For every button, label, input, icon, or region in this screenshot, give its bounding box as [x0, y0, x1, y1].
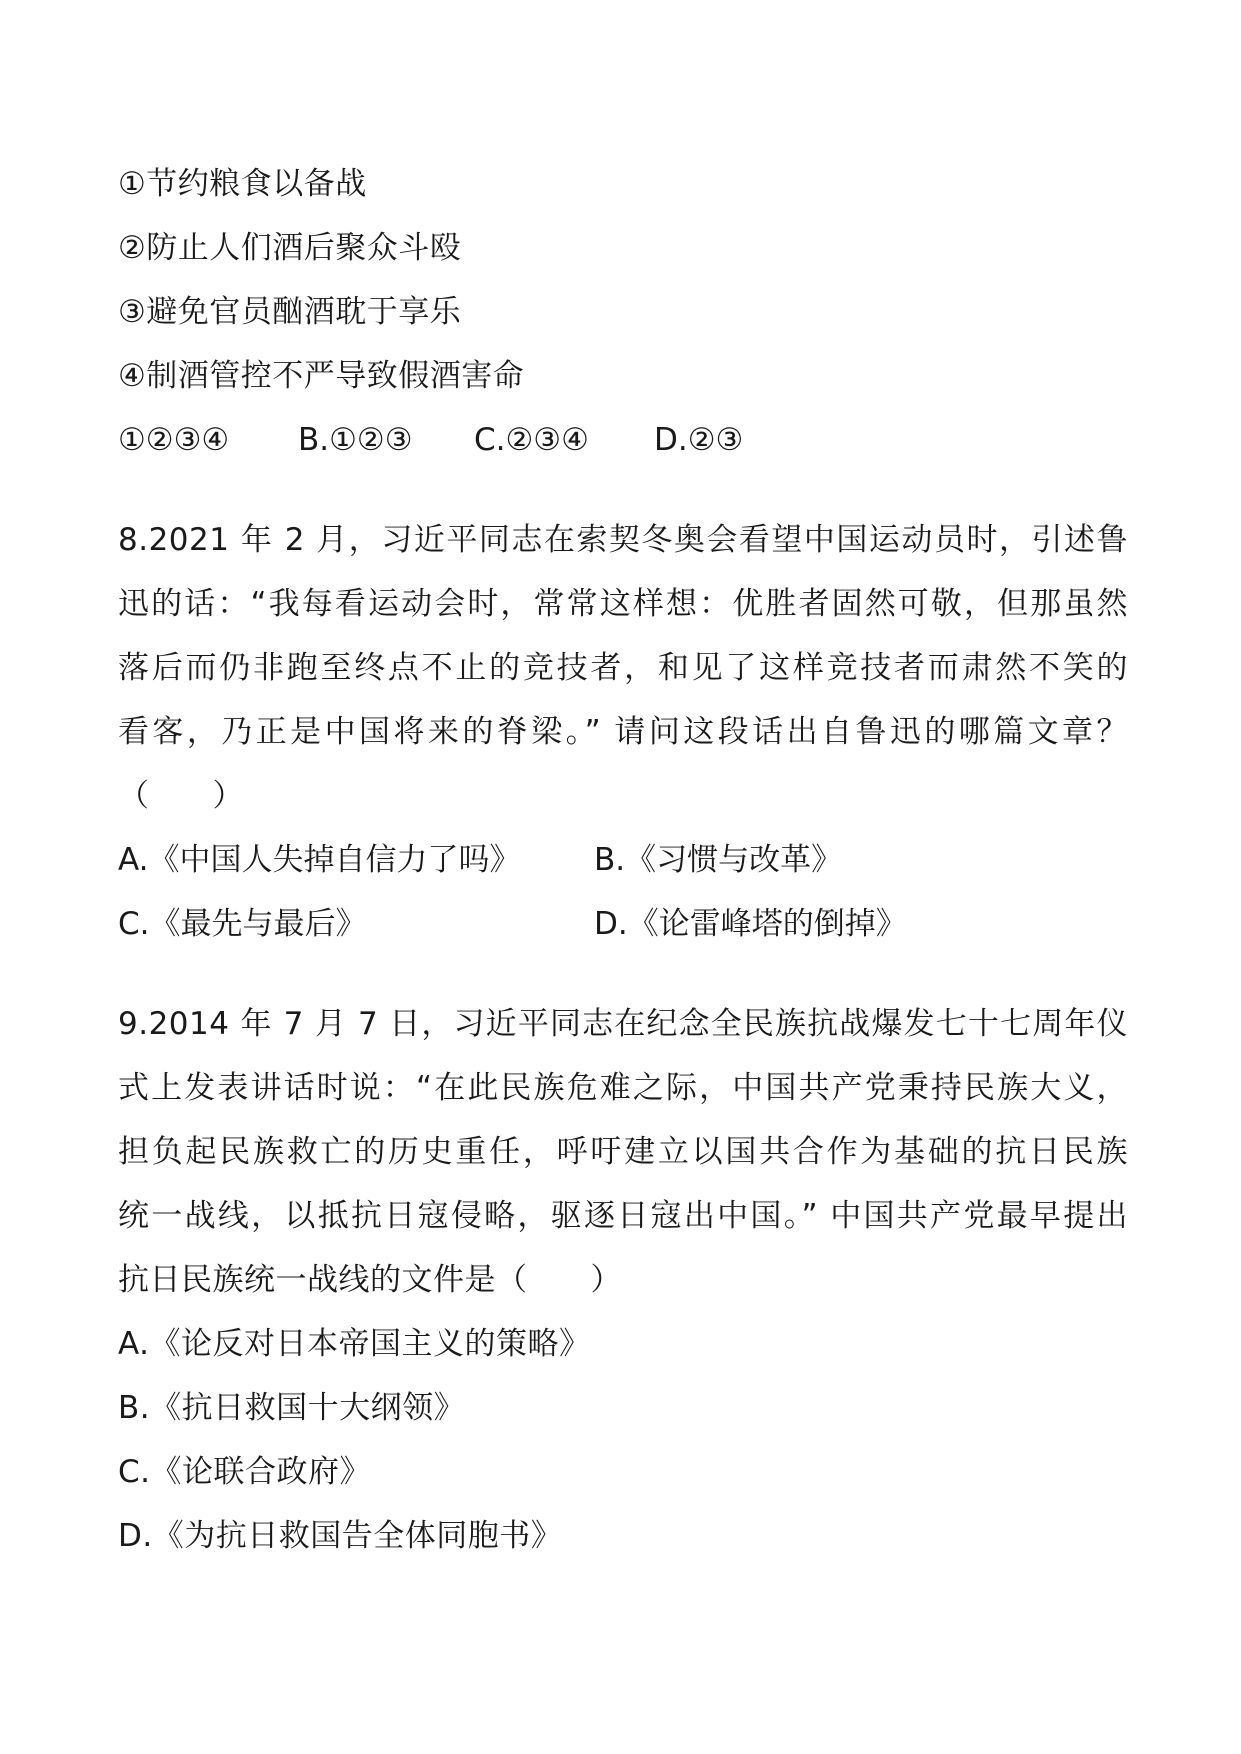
q9-stem-line-3: 担负起民族救亡的历史重任，呼吁建立以国共合作为基础的抗日民族 — [118, 1134, 1128, 1170]
q8-stem-line-2: 迅的话：“我每看运动会时，常常这样想：优胜者固然可敬，但那虽然 — [118, 586, 1128, 622]
q7-item-3: ③避免官员酗酒耽于享乐 — [118, 294, 462, 330]
q7-item-2: ②防止人们酒后聚众斗殴 — [118, 230, 462, 266]
q7-option-d: D.②③ — [654, 422, 744, 458]
q9-stem-line-5: 抗日民族统一战线的文件是（ ） — [118, 1262, 622, 1298]
q7-option-b: B.①②③ — [298, 422, 413, 458]
q9-option-a: A.《论反对日本帝国主义的策略》 — [118, 1326, 591, 1362]
q9-option-c: C.《论联合政府》 — [118, 1454, 371, 1490]
q8-option-c: C.《最先与最后》 — [118, 906, 367, 942]
q9-option-d: D.《为抗日救国告全体同胞书》 — [118, 1518, 563, 1554]
q8-option-d: D.《论雷峰塔的倒掉》 — [594, 906, 907, 942]
q8-answer-blank: （ ） — [118, 778, 244, 814]
q8-stem-line-1: 8.2021 年 2 月，习近平同志在索契冬奥会看望中国运动员时，引述鲁 — [118, 522, 1128, 558]
q8-option-a: A.《中国人失掉自信力了吗》 — [118, 842, 521, 878]
q9-stem-line-2: 式上发表讲话时说：“在此民族危难之际，中国共产党秉持民族大义， — [118, 1070, 1128, 1106]
q8-stem-line-4: 看客，乃正是中国将来的脊梁。” 请问这段话出自鲁迅的哪篇文章？ — [118, 714, 1128, 750]
q9-stem-line-1: 9.2014 年 7 月 7 日，习近平同志在纪念全民族抗战爆发七十七周年仪 — [118, 1006, 1128, 1042]
q9-stem-line-4: 统一战线，以抵抗日寇侵略，驱逐日寇出中国。” 中国共产党最早提出 — [118, 1198, 1128, 1234]
q7-option-c: C.②③④ — [474, 422, 589, 458]
q7-item-4: ④制酒管控不严导致假酒害命 — [118, 358, 525, 394]
q8-option-b: B.《习惯与改革》 — [594, 842, 843, 878]
q7-item-1: ①节约粮食以备战 — [118, 166, 367, 202]
q7-option-a: ①②③④ — [118, 422, 230, 458]
q9-option-b: B.《抗日救国十大纲领》 — [118, 1390, 466, 1426]
q8-stem-line-3: 落后而仍非跑至终点不止的竞技者，和见了这样竞技者而肃然不笑的 — [118, 650, 1128, 686]
